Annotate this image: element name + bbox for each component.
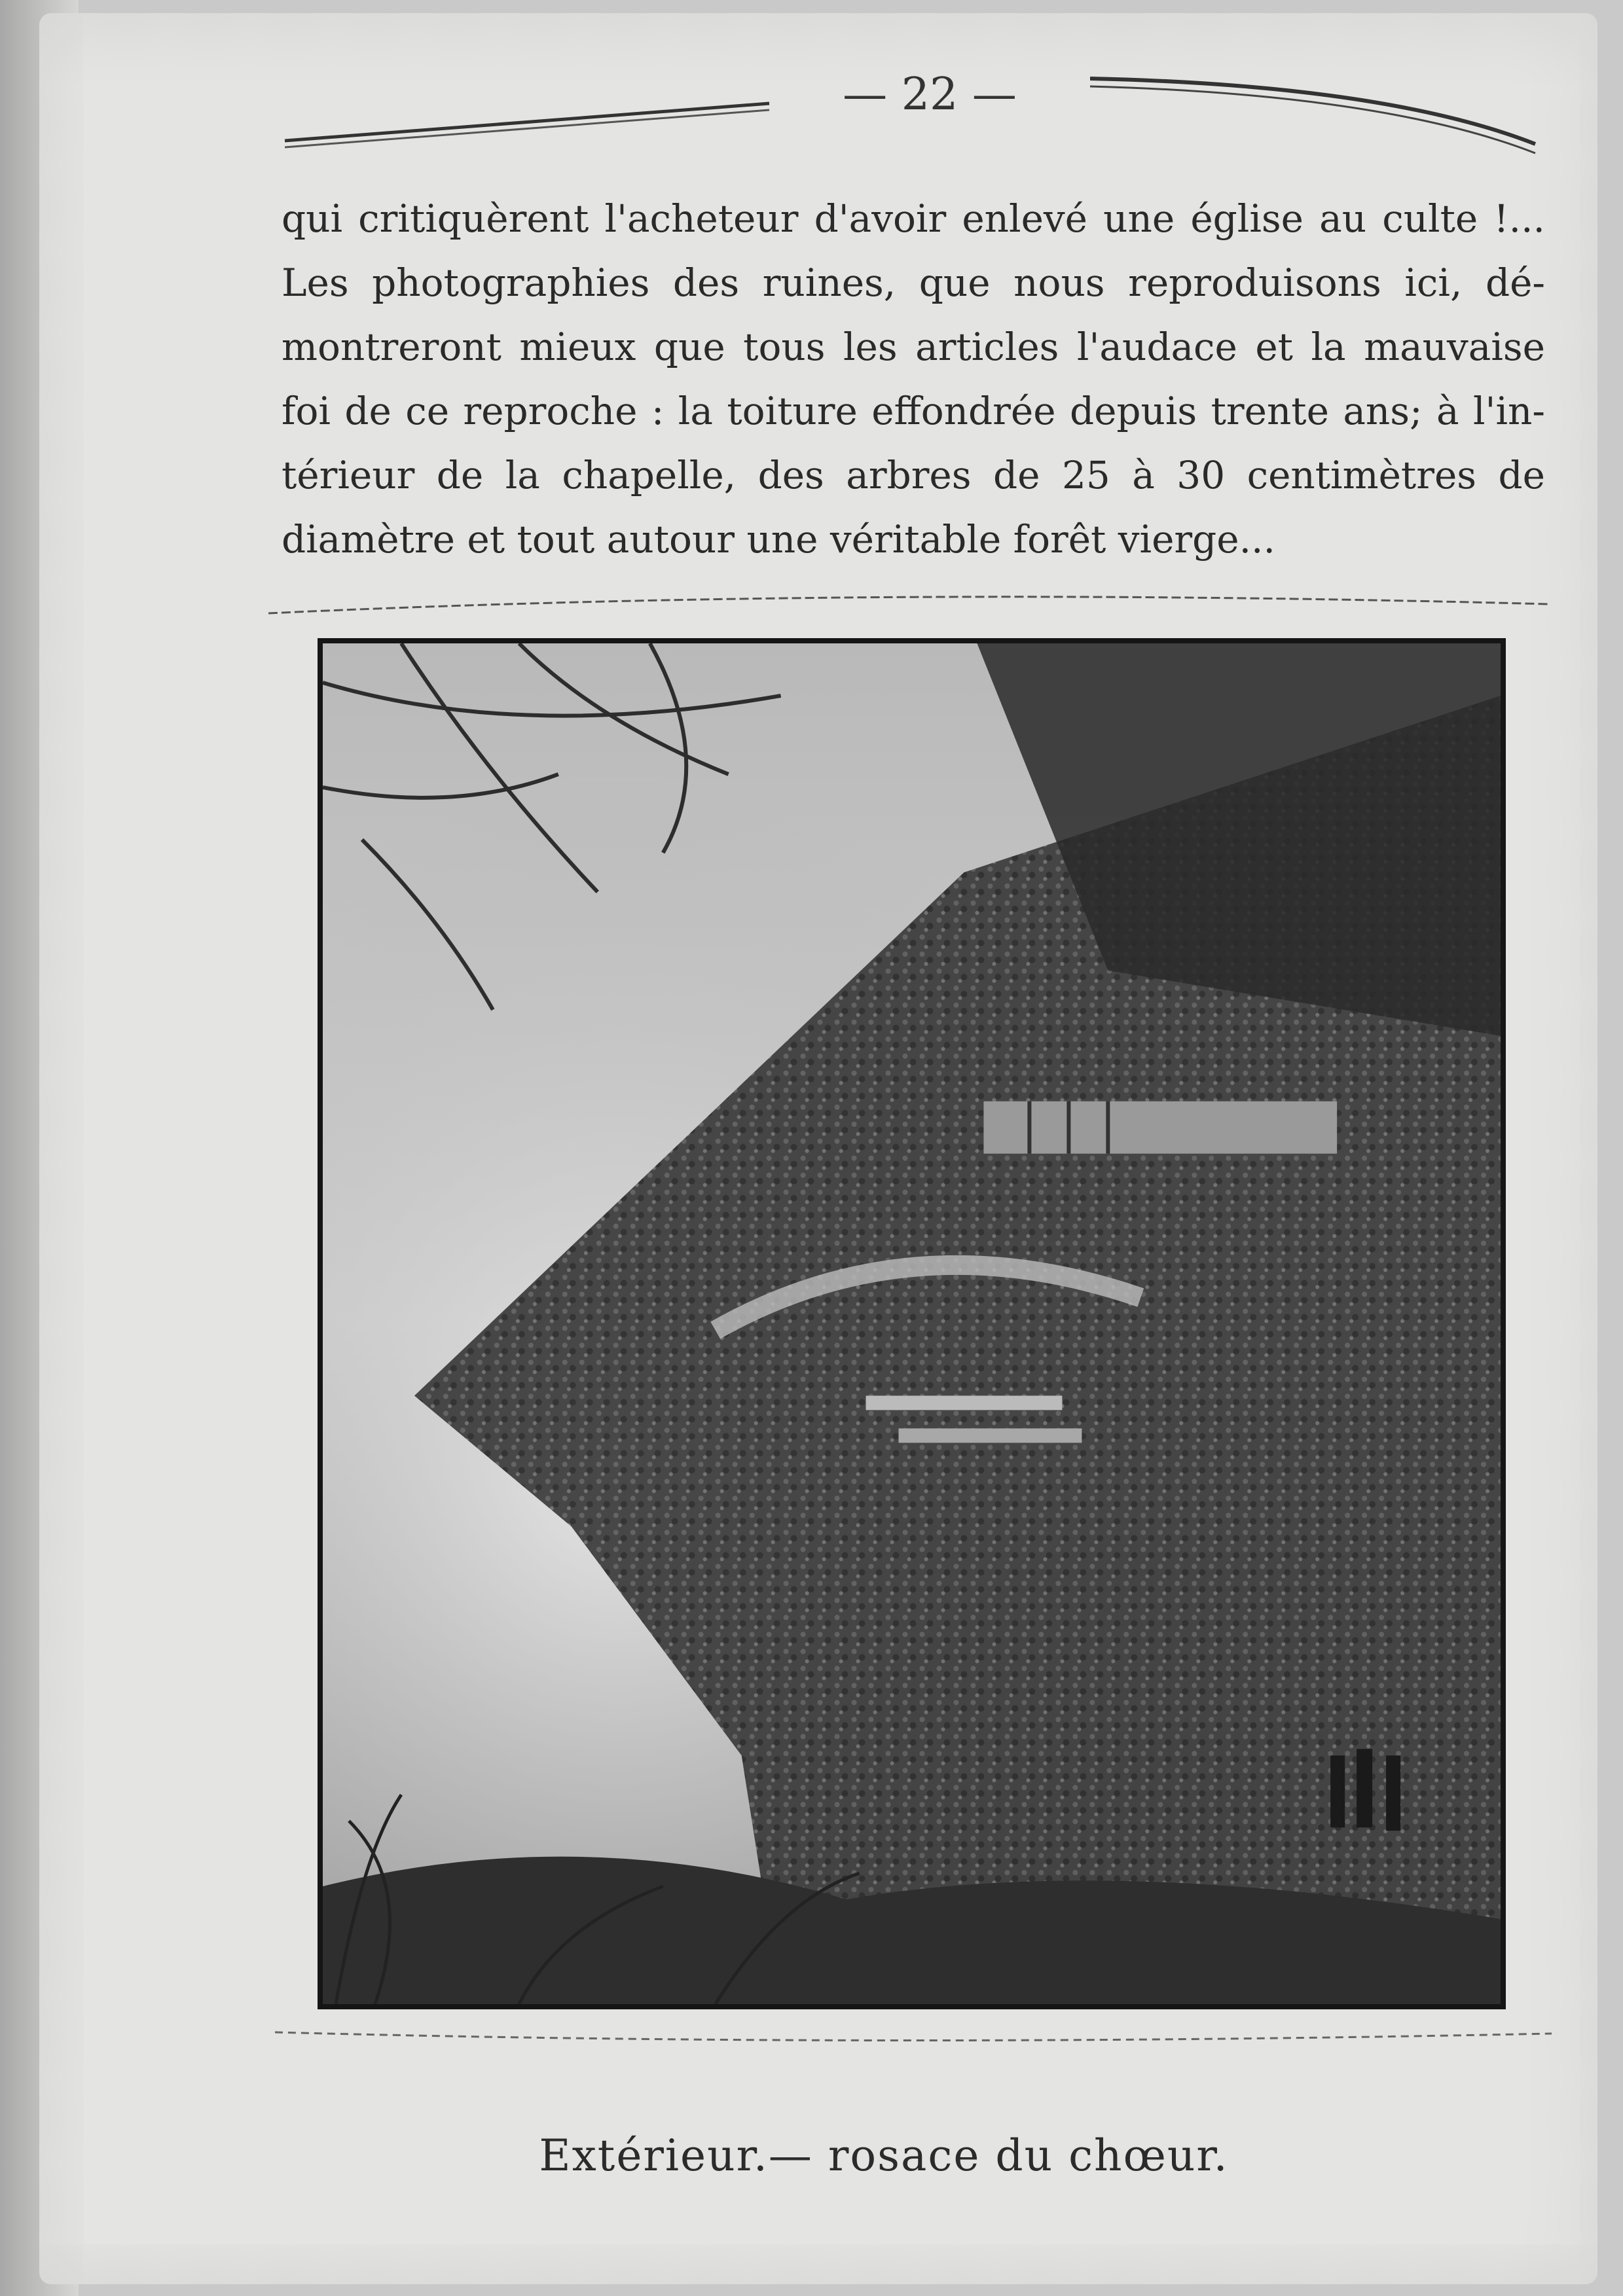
text-line: térieur de la chapelle, des arbres de 25 à 30 centimètres de — [282, 453, 1545, 497]
header-right-rule — [1090, 72, 1542, 164]
text-line: foi de ce reproche : la toiture effondrée depuis trente ans; à l'in- — [282, 389, 1545, 433]
chapel-photograph — [318, 638, 1506, 2009]
body-paragraph — [282, 187, 1545, 571]
top-photo-rule — [268, 586, 1552, 619]
page-number: — 22 — — [843, 69, 1017, 120]
photo-caption: Extérieur.— rosace du chœur. — [539, 2130, 1229, 2181]
ruined-chapel-photograph-icon — [323, 643, 1501, 2004]
bottom-photo-rule — [275, 2026, 1558, 2052]
text-line: qui critiquèrent l'acheteur d'avoir enlevé une église au culte !... — [282, 196, 1545, 241]
header-left-rule — [285, 92, 773, 151]
text-line: Les photographies des ruines, que nous reproduisons ici, dé- — [282, 260, 1545, 305]
text-line: diamètre et tout autour une véritable forêt vierge... — [282, 517, 1275, 562]
text-line: montreront mieux que tous les articles l'audace et la mauvaise — [282, 325, 1545, 369]
